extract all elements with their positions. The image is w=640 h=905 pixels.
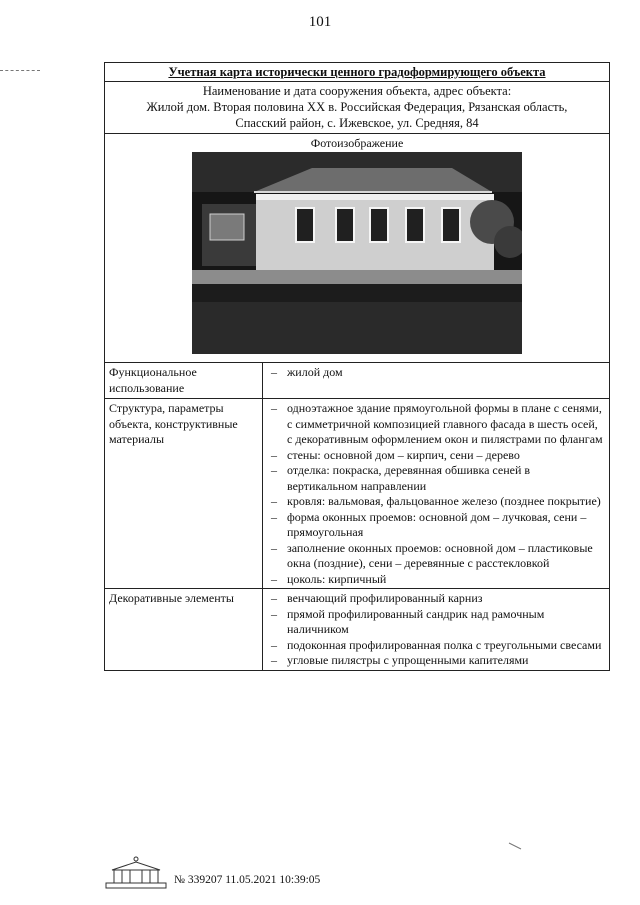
scan-mark: [508, 842, 522, 850]
label-structure: Структура, параметры объекта, конструктивные материалы: [105, 399, 263, 588]
record-card: [104, 62, 610, 671]
photo-block: [105, 134, 609, 363]
footer: [104, 856, 464, 896]
card-title: Учетная карта исторически ценного градоформирующего объекта: [105, 63, 609, 82]
label-decor: Декоративные элементы: [105, 589, 263, 670]
scan-mark: [0, 70, 40, 71]
name-header: Наименование и дата сооружения объекта, адрес объекта:: [202, 84, 512, 98]
photo-label: Фотоизображение: [310, 136, 404, 150]
list-item: – прямой профилированный сандрик над рамочным наличником: [269, 607, 603, 638]
list-item: – венчающий профилированный карниз: [269, 591, 603, 607]
list-item: – отделка: покраска, деревянная обшивка сеней в вертикальном направлении: [269, 463, 603, 494]
list-item: – заполнение оконных проемов: основной дом – пластиковые окна (поздние), сени – деревянные с расстекловкой: [269, 541, 603, 572]
list-item: – кровля: вальмовая, фальцованное железо (позднее покрытие): [269, 494, 603, 510]
list-item: – жилой дом: [269, 365, 603, 381]
label-function: Функциональное использование: [105, 363, 263, 398]
name-line-2: Спасский район, с. Ижевское, ул. Средняя, 84: [235, 116, 479, 130]
list-item: – форма оконных проемов: основной дом – лучковая, сени – прямоугольная: [269, 510, 603, 541]
list-item: – угловые пилястры с упрощенными капителями: [269, 653, 603, 669]
house-photo: [192, 152, 522, 354]
row-function: [105, 363, 609, 399]
building-logo-icon: [104, 856, 168, 890]
value-decor: [263, 589, 609, 670]
list-item: – подоконная профилированная полка с треугольными свесами: [269, 638, 603, 654]
row-decor: [105, 589, 609, 670]
document-number: № 339207 11.05.2021 10:39:05: [174, 874, 321, 886]
list-item: – цоколь: кирпичный: [269, 572, 603, 588]
list-item: – одноэтажное здание прямоугольной формы в плане с сенями, с симметричной композицией главного фасада в шесть осей, с декоративным оформлением окон и пилястрами по флангам: [269, 401, 603, 448]
value-function: [263, 363, 609, 398]
value-structure: [263, 399, 609, 588]
list-item: – стены: основной дом – кирпич, сени – дерево: [269, 448, 603, 464]
row-structure: [105, 399, 609, 589]
page-number: 101: [308, 14, 332, 30]
name-line-1: Жилой дом. Вторая половина XX в. Российская Федерация, Рязанская область,: [146, 100, 568, 114]
object-name-block: [105, 82, 609, 134]
